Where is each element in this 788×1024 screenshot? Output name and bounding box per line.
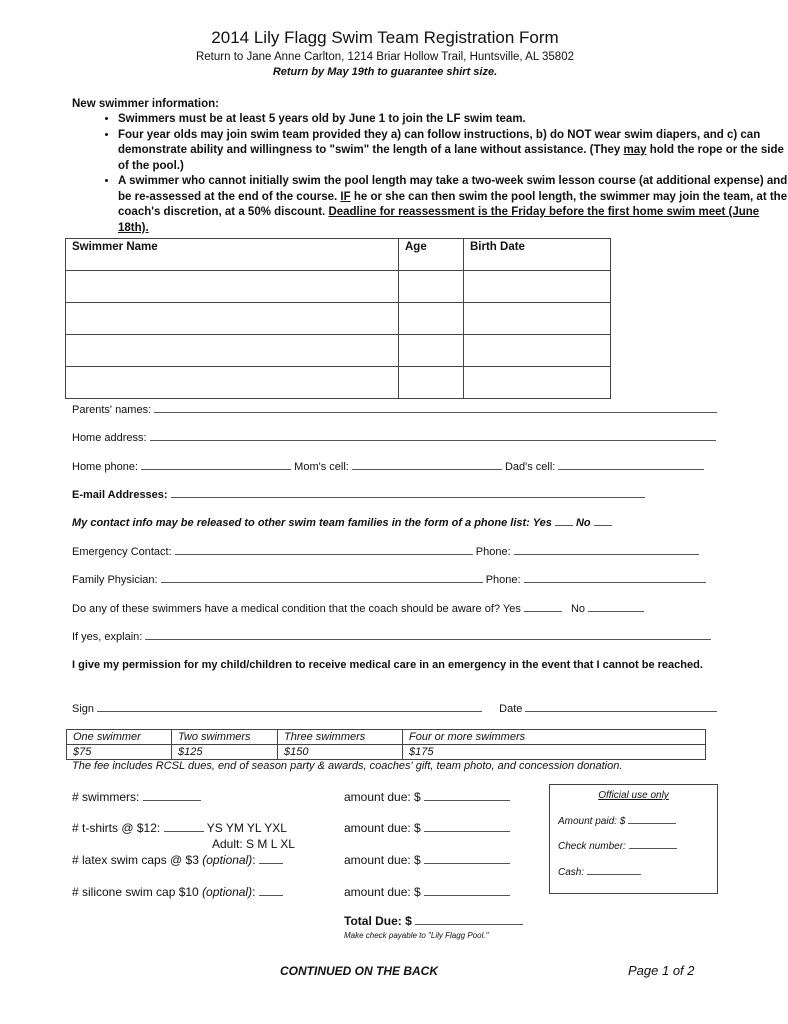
total-due-field[interactable]	[415, 914, 523, 925]
physician-label: Family Physician:	[72, 574, 158, 586]
list-item	[118, 128, 788, 175]
form-title: 2014 Lily Flagg Swim Team Registration Form	[211, 28, 559, 47]
emergency-phone-field[interactable]	[514, 544, 699, 555]
fee-label: One swimmer	[67, 730, 172, 745]
return-by-note: Return by May 19th to guarantee shirt size.	[272, 66, 498, 78]
email-row	[72, 487, 645, 501]
contact-release-row	[72, 515, 612, 529]
birth-cell[interactable]	[464, 303, 611, 335]
check-number-row	[558, 840, 677, 852]
return-address: Return to Jane Anne Carlton, 1214 Briar Hollow Trail, Huntsville, AL 35802	[195, 51, 574, 63]
amount-paid-field[interactable]	[628, 815, 676, 824]
birth-cell[interactable]	[464, 335, 611, 367]
bullet-text: A swimmer who cannot initially swim the pool length may take a two-week swim lesson course (at additional expense) and be re-assessed at the end of the course.	[118, 175, 788, 203]
emergency-label: Emergency Contact:	[72, 546, 172, 558]
bullet-text: Swimmers must be at least 5 years old by June 1 to join the LF swim team.	[118, 113, 526, 125]
cash-row	[558, 866, 641, 878]
table-row	[66, 271, 611, 303]
fee-price: $125	[172, 745, 278, 760]
emergency-field[interactable]	[175, 544, 473, 555]
bullet-text: hold the rope or the side of the pool.)	[118, 144, 784, 172]
emergency-phone-label: Phone:	[475, 546, 511, 558]
fee-note: The fee includes RCSL dues, end of season party & awards, coaches' gift, team photo, and concession donation.	[72, 760, 623, 772]
dads-cell-label: Dad's cell:	[504, 461, 556, 473]
age-cell[interactable]	[399, 335, 464, 367]
fee-price: $150	[278, 745, 403, 760]
home-address-label: Home address:	[72, 432, 147, 444]
age-cell[interactable]	[399, 367, 464, 399]
release-no-label: No	[575, 517, 591, 529]
swimmers-count-row	[72, 790, 201, 804]
amount-due-label: amount due: $	[344, 885, 421, 899]
release-no-field[interactable]	[594, 515, 612, 526]
amount-due-row	[344, 885, 510, 899]
new-swimmer-heading: New swimmer information:	[72, 98, 219, 110]
name-cell[interactable]	[66, 367, 399, 399]
date-field[interactable]	[525, 701, 717, 712]
table-row	[66, 335, 611, 367]
home-address-field[interactable]	[150, 430, 716, 441]
permission-statement: I give my permission for my child/children to receive medical care in an emergency in the event that I cannot be reached.	[72, 659, 703, 671]
release-yes-field[interactable]	[555, 515, 573, 526]
page-number: Page 1 of 2	[628, 963, 695, 978]
parents-field[interactable]	[154, 402, 717, 413]
table-header-row	[66, 239, 611, 271]
official-use-title: Official use only	[598, 790, 669, 801]
amount-due-label: amount due: $	[344, 790, 421, 804]
bullet-text: he or she can then swim the pool length, the swimmer may join the team, at the coach's discretion, at a 50% discount.	[118, 190, 788, 218]
name-cell[interactable]	[66, 335, 399, 367]
release-yes-label: Yes	[532, 517, 552, 529]
explain-field[interactable]	[145, 629, 711, 640]
bullet-emphasis: IF	[340, 190, 351, 203]
swimmers-count-field[interactable]	[143, 790, 201, 801]
table-row	[66, 303, 611, 335]
amount-due-label: amount due: $	[344, 853, 421, 867]
check-number-field[interactable]	[629, 840, 677, 849]
age-cell[interactable]	[399, 271, 464, 303]
medical-row	[72, 601, 644, 615]
amount-paid-row	[558, 815, 676, 827]
fee-label: Three swimmers	[278, 730, 403, 745]
dads-cell-field[interactable]	[558, 459, 704, 470]
amount-paid-label: Amount paid: $	[558, 816, 626, 827]
date-label: Date	[499, 703, 523, 715]
swimmer-table	[65, 238, 611, 399]
contact-release-text: My contact info may be released to other swim team families in the form of a phone list:	[72, 517, 530, 529]
official-use-box	[549, 784, 718, 894]
phone-row	[72, 459, 704, 473]
emergency-row	[72, 544, 699, 558]
email-field[interactable]	[171, 487, 645, 498]
col-birth-date: Birth Date	[464, 239, 611, 271]
birth-cell[interactable]	[464, 271, 611, 303]
sign-label: Sign	[72, 703, 95, 715]
explain-label: If yes, explain:	[72, 631, 143, 643]
amount-due-row	[344, 821, 510, 835]
parents-label: Parents' names:	[72, 404, 152, 416]
silicone-optional: (optional)	[202, 885, 253, 899]
tshirts-field[interactable]	[164, 821, 204, 832]
latex-caps-field[interactable]	[259, 853, 283, 864]
col-age: Age	[399, 239, 464, 271]
fee-label: Two swimmers	[172, 730, 278, 745]
physician-phone-field[interactable]	[524, 572, 706, 583]
birth-cell[interactable]	[464, 367, 611, 399]
amount-due-field[interactable]	[424, 853, 510, 864]
cash-label: Cash:	[558, 867, 585, 878]
check-payable-note: Make check payable to "Lily Flagg Pool."	[344, 931, 489, 940]
physician-row	[72, 572, 706, 586]
latex-caps-row: # latex swim caps @ $3 (optional):	[72, 853, 283, 867]
email-label: E-mail Addresses:	[72, 489, 168, 501]
tshirts-label: # t-shirts @ $12:	[72, 821, 161, 835]
new-swimmer-list	[72, 112, 788, 236]
medical-no-label: No	[570, 603, 586, 615]
list-item	[118, 174, 788, 236]
fee-price-row	[67, 745, 706, 760]
col-swimmer-name: Swimmer Name	[66, 239, 399, 271]
home-phone-field[interactable]	[141, 459, 291, 470]
check-number-label: Check number:	[558, 841, 626, 852]
home-phone-label: Home phone:	[72, 461, 139, 473]
cash-field[interactable]	[587, 866, 641, 875]
bullet-text: Four year olds may join swim team provided they a) can follow instructions, b) do NOT wear swim diapers, and c) can demonstrate ability and willingness to "swim" the length of a lane without assistance. (They	[118, 128, 761, 156]
amount-due-field[interactable]	[424, 790, 510, 801]
tshirts-row	[72, 821, 287, 835]
adult-sizes: Adult: S M L XL	[212, 837, 295, 851]
physician-phone-label: Phone:	[485, 574, 521, 586]
fee-price: $175	[403, 745, 706, 760]
silicone-cap-label: # silicone swim cap $10	[72, 885, 203, 899]
explain-row	[72, 629, 711, 643]
amount-due-row	[344, 853, 510, 867]
deadline-note: Deadline for reassessment is the Friday before the first home swim meet (June 18th).	[118, 206, 760, 234]
parents-row	[72, 402, 717, 416]
bullet-emphasis: may	[623, 144, 647, 156]
latex-caps-label: # latex swim caps @ $3	[72, 853, 203, 867]
table-row	[66, 367, 611, 399]
amount-due-field[interactable]	[424, 821, 510, 832]
medical-yes-field[interactable]	[524, 601, 562, 612]
amount-due-row	[344, 790, 510, 804]
home-address-row	[72, 430, 716, 444]
fee-table	[66, 729, 706, 760]
youth-sizes: YS YM YL YXL	[206, 821, 287, 835]
medical-yes-label: Yes	[502, 603, 521, 615]
list-item	[118, 112, 788, 128]
total-due-label: Total Due: $	[344, 914, 412, 928]
physician-field[interactable]	[161, 572, 483, 583]
name-cell[interactable]	[66, 303, 399, 335]
fee-price: $75	[67, 745, 172, 760]
name-cell[interactable]	[66, 271, 399, 303]
medical-no-field[interactable]	[588, 601, 644, 612]
silicone-cap-row: # silicone swim cap $10 (optional):	[72, 885, 283, 899]
sign-field[interactable]	[97, 701, 482, 712]
continued-note: CONTINUED ON THE BACK	[280, 964, 438, 978]
sign-row	[72, 701, 717, 715]
amount-due-field[interactable]	[424, 885, 510, 896]
silicone-cap-field[interactable]	[259, 885, 283, 896]
latex-optional: (optional)	[202, 853, 253, 867]
fee-label: Four or more swimmers	[403, 730, 706, 745]
fee-label-row	[67, 730, 706, 745]
total-due-row	[344, 914, 523, 928]
swimmers-count-label: # swimmers:	[72, 790, 140, 804]
moms-cell-label: Mom's cell:	[294, 461, 349, 473]
amount-due-label: amount due: $	[344, 821, 421, 835]
moms-cell-field[interactable]	[352, 459, 502, 470]
medical-question: Do any of these swimmers have a medical condition that the coach should be aware of?	[72, 603, 501, 615]
age-cell[interactable]	[399, 303, 464, 335]
